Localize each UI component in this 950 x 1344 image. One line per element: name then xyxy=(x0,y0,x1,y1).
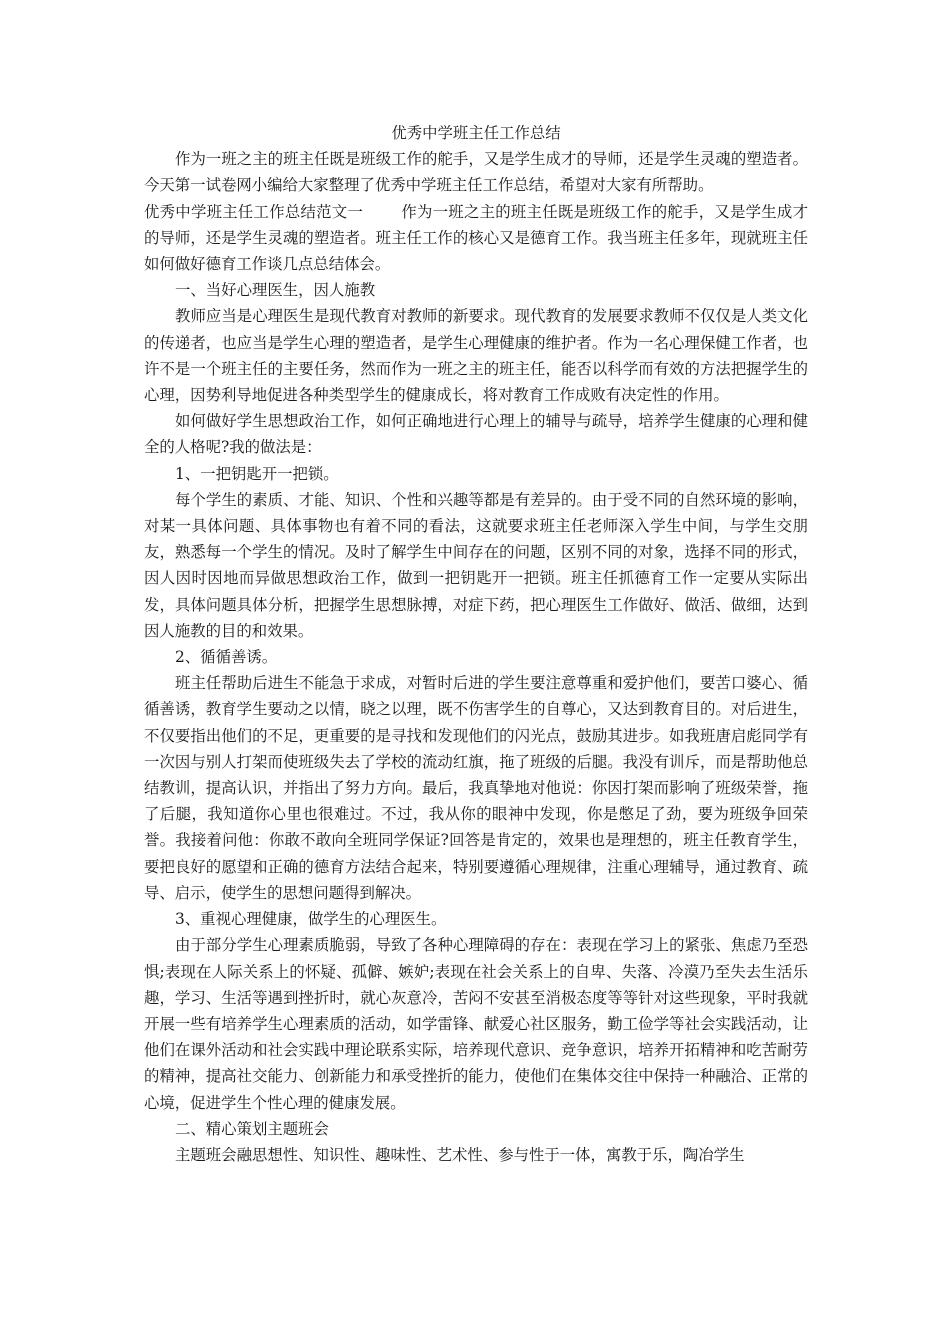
item-2-heading: 2、循循善诱。 xyxy=(175,648,278,667)
document-page xyxy=(144,120,808,1168)
item-3-body: 由于部分学生心理素质脆弱，导致了各种心理障碍的存在：表现在学习上的紧张、焦虑乃至恐惧;表现在人际关系上的怀疑、孤僻、嫉妒;表现在社会关系上的自卑、失落、冷漠乃至失去生活乐趣，学习、生活等遇到挫折时，就心灰意冷，苦闷不安甚至消极态度等等针对这些现象，平时我就开展一些有培养学生心理素质的活动，如学雷锋、献爱心社区服务，勤工俭学等社会实践活动，让他们在课外活动和社会实践中理论联系实际，培养现代意识、竞争意识，培养开拓精神和吃苦耐劳的精神，提高社交能力、创新能力和承受挫折的能力，使他们在集体交往中保持一种融洽、正常的心境，促进学生个性心理的健康发展。 xyxy=(144,936,808,1112)
item-2-body: 班主任帮助后进生不能急于求成，对暂时后进的学生要注意尊重和爱护他们，要苦口婆心、循循善诱，教育学生要动之以情，晓之以理，既不伤害学生的自尊心，又达到教育目的。对后进生，不仅要指出他们的不足，更重要的是寻找和发现他们的闪光点，鼓励其进步。如我班唐启彪同学有一次因与别人打架而使班级失去了学校的流动红旗，拖了班级的后腿。我没有训斥，而是帮助他总结教训，提高认识，并指出了努力方向。最后，我真挚地对他说：你因打架而影响了班级荣誉，拖了后腿，我知道你心里也很难过。不过，我从你的眼神中发现，你是憋足了劲，要为班级争回荣誉。我接着问他：你敢不敢向全班同学保证?回答是肯定的，效果也是理想的，班主任教育学生，要把良好的愿望和正确的德育方法结合起来，特别要遵循心理规律，注重心理辅导，通过教育、疏导、启示，使学生的思想问题得到解决。 xyxy=(144,674,808,902)
section-1-paragraph-2: 如何做好学生思想政治工作，如何正确地进行心理上的辅导与疏导，培养学生健康的心理和健全的人格呢?我的做法是： xyxy=(144,412,808,457)
section-2-heading: 二、精心策划主题班会 xyxy=(175,1119,329,1138)
intro-paragraph: 作为一班之主的班主任既是班级工作的舵手，又是学生成才的导师，还是学生灵魂的塑造者。今天第一试卷网小编给大家整理了优秀中学班主任工作总结，希望对大家有所帮助。 xyxy=(144,150,808,195)
sample-heading: 优秀中学班主任工作总结范文一 xyxy=(144,202,364,221)
sample-intro-paragraph xyxy=(144,199,808,278)
sample-intro-text: 作为一班之主的班主任既是班级工作的舵手，又是学生成才的导师，还是学生灵魂的塑造者。班主任工作的核心又是德育工作。我当班主任多年，现就班主任如何做好德育工作谈几点总结体会。 xyxy=(144,202,808,274)
document-title: 优秀中学班主任工作总结 xyxy=(391,124,561,142)
item-1-heading: 1、一把钥匙开一把锁。 xyxy=(175,464,339,483)
item-1-body: 每个学生的素质、才能、知识、个性和兴趣等都是有差异的。由于受不同的自然环境的影响，对某一具体问题、具体事物也有着不同的看法，这就要求班主任老师深入学生中间，与学生交朋友，熟悉每一个学生的情况。及时了解学生中间存在的问题，区别不同的对象，选择不同的形式，因人因时因地而异做思想政治工作，做到一把钥匙开一把锁。班主任抓德育工作一定要从实际出发，具体问题具体分析，把握学生思想脉搏，对症下药，把心理医生工作做好、做活、做细，达到因人施教的目的和效果。 xyxy=(144,490,808,640)
section-1-heading: 一、当好心理医生，因人施教 xyxy=(175,281,376,300)
section-1-paragraph-1: 教师应当是心理医生是现代教育对教师的新要求。现代教育的发展要求教师不仅仅是人类文化的传递者，也应当是学生心理的塑造者，是学生心理健康的维护者。作为一名心理保健工作者，也许不是一个班主任的主要任务，然而作为一班之主的班主任，能否以科学而有效的方法把握学生的心理，因势利导地促进各种类型学生的健康成长，将对教育工作成败有决定性的作用。 xyxy=(144,307,808,405)
item-3-heading: 3、重视心理健康，做学生的心理医生。 xyxy=(175,910,447,929)
section-2-paragraph-1: 主题班会融思想性、知识性、趣味性、艺术性、参与性于一体，寓教于乐，陶冶学生 xyxy=(175,1145,745,1164)
